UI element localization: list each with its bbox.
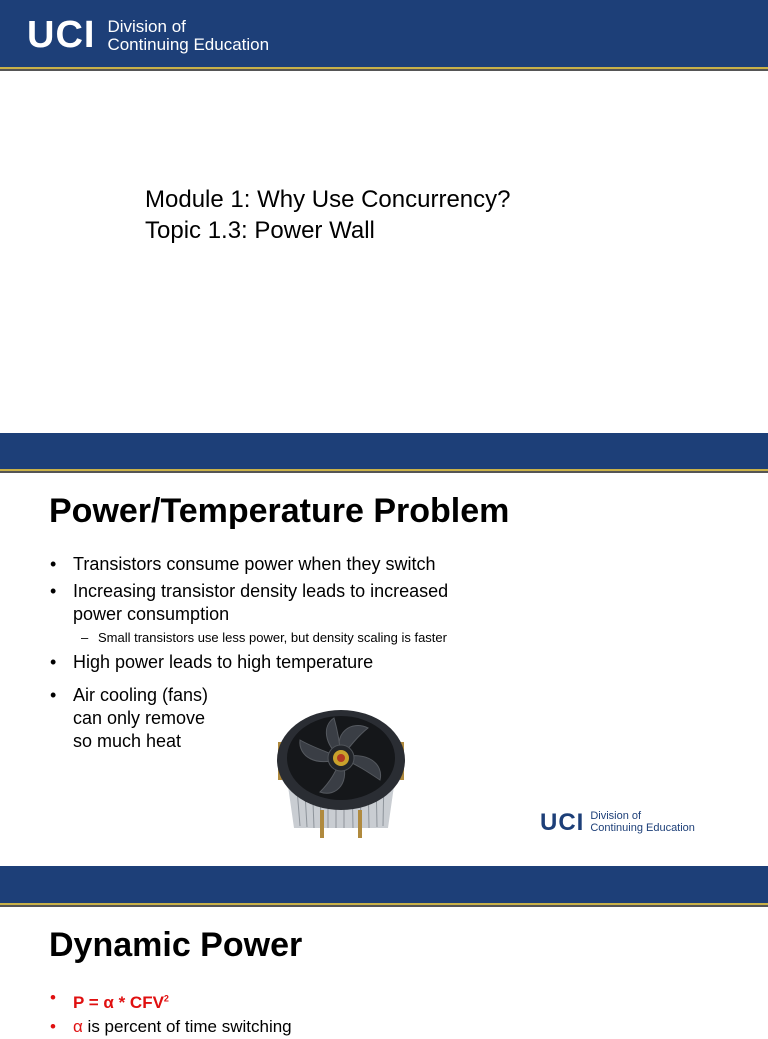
dash-marker: –: [81, 630, 89, 645]
bullet-text: Increasing transistor density leads to increased power consumption: [73, 581, 449, 624]
slide-divider-bar: [0, 433, 768, 471]
sub-bullet-text: Small transistors use less power, but density scaling is faster: [98, 630, 447, 645]
fan-hub: [328, 745, 354, 771]
list-item: [50, 986, 292, 1015]
bullet-text: is percent of time switching: [82, 1016, 292, 1036]
alpha-symbol: α: [73, 1016, 83, 1036]
sub-bullet-list: [73, 629, 470, 646]
title-slide-text: [145, 184, 510, 246]
power-formula: [73, 993, 169, 1012]
logo-subtitle: [107, 18, 269, 54]
logo-uci-text: UCI: [540, 809, 585, 836]
slide-divider-bar: [0, 866, 768, 905]
list-item: [50, 651, 470, 674]
list-item: [50, 684, 223, 753]
uci-logo: [27, 14, 269, 57]
formula-exponent: 2: [163, 993, 169, 1003]
bullet-dot: •: [50, 988, 56, 1007]
bullet-dot: •: [50, 1016, 56, 1036]
logo-line2: Continuing Education: [107, 34, 270, 54]
header-bar: [0, 0, 768, 69]
list-item: [50, 580, 470, 646]
logo-line2: Continuing Education: [590, 822, 695, 834]
list-item: [50, 1015, 292, 1039]
bullet-text: Transistors consume power when they switch: [73, 554, 436, 574]
slide-title: Dynamic Power: [49, 926, 303, 964]
bullet-dot: •: [50, 554, 57, 574]
logo-uci-text: UCI: [27, 14, 96, 56]
list-item: [50, 553, 470, 576]
slide-title: Power/Temperature Problem: [49, 492, 510, 530]
list-item: [73, 629, 470, 646]
bullet-dot: •: [50, 581, 57, 601]
logo-subtitle: [590, 811, 695, 834]
formula-text: P = α * CFV: [73, 992, 164, 1012]
bullet-text: High power leads to high temperature: [73, 652, 374, 672]
bullet-dot: •: [50, 685, 57, 705]
module-title: Module 1: Why Use Concurrency?: [145, 186, 511, 213]
topic-title: Topic 1.3: Power Wall: [145, 217, 375, 244]
footer-uci-logo: [540, 809, 695, 837]
cpu-fan-cooler-image: [272, 702, 410, 840]
logo-line1: Division of: [590, 810, 642, 823]
bullet-list: [50, 986, 292, 1039]
logo-line1: Division of: [107, 16, 186, 36]
bullet-dot: •: [50, 652, 57, 672]
bullet-text: Air cooling (fans) can only remove so much heat: [73, 685, 209, 751]
